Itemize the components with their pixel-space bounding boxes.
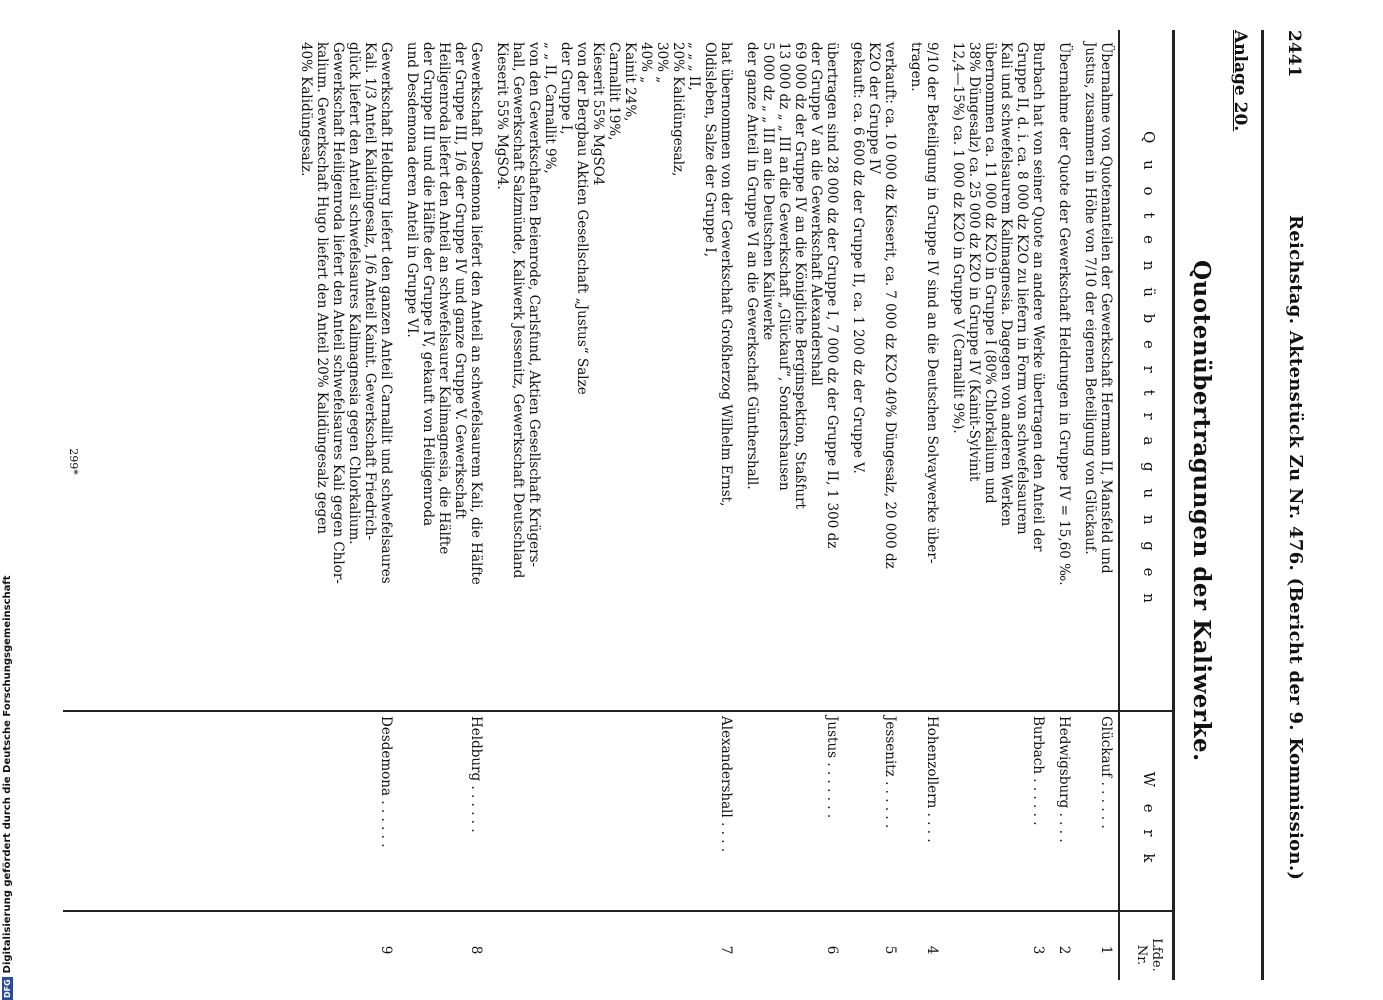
row-quote-text bbox=[744, 30, 840, 710]
row-number: 2 bbox=[1056, 945, 1072, 955]
row-werk: Hedwigsburg . . . . bbox=[1056, 716, 1072, 843]
quote-line: 20% Kalidüngesalz, bbox=[670, 42, 686, 177]
header-rule bbox=[1261, 30, 1264, 980]
row-number: 8 bbox=[468, 945, 484, 955]
running-title: Reichstag. Aktenstück Zu Nr. 476. (Bericht der 9. Kommission.) bbox=[1285, 215, 1306, 881]
quote-line: 5 000 dz „ „ III an die Deutschen Kaliwerke bbox=[760, 42, 776, 341]
quote-line: 69 000 dz der Gruppe IV an die Königliche Berginspektion, Staßfurt bbox=[792, 42, 808, 509]
quote-line: Kieserit 55% MgSO4 bbox=[590, 42, 606, 186]
quote-line: 40% Kalidüngesalz. bbox=[298, 42, 314, 177]
quote-line: Gewerkschaft Desdemona liefert den Anteil an schwefelsaurem Kali, die Hälfte bbox=[468, 42, 484, 585]
column-header-lfd: Lfde. Nr. bbox=[1134, 938, 1164, 972]
row-werk: Glückauf . . . . . . bbox=[1098, 716, 1114, 829]
quote-line: der Gruppe III und die Hälfte der Gruppe IV, gekauft von Heiligenroda bbox=[420, 42, 436, 527]
table-row bbox=[494, 30, 734, 980]
table-row bbox=[850, 30, 898, 980]
quote-line: und Desdemona deren Anteil in Gruppe VI. bbox=[404, 42, 420, 338]
row-werk: Heldburg . . . . . . bbox=[468, 716, 484, 833]
digitization-text: Digitalisierung gefördert durch die Deutsche Forschungsgemeinschaft bbox=[2, 575, 13, 974]
quote-line: verkauft: ca. 10 000 dz Kieserit, ca. 7 000 dz K2O 40% Düngesalz, 20 000 dz bbox=[882, 42, 898, 569]
quote-line: der Gruppe I, bbox=[558, 42, 574, 135]
quote-line: Gewerkschaft Heldburg liefert den ganzen Anteil Carnallit und schwefelsaures bbox=[378, 42, 394, 584]
quote-line: Heiligenroda liefert den Anteil an schwefelsaurer Kalimagnesia, die Hälfte bbox=[436, 42, 452, 555]
quote-line: übertragen sind 28 000 dz der Gruppe I, 7 000 dz der Gruppe II, 1 300 dz bbox=[824, 42, 840, 549]
page-title: Quotenübertragungen der Kaliwerke. bbox=[1188, 260, 1215, 762]
quote-line: 38% Düngesalz) ca. 25 000 dz K2O in Gruppe IV (Kainit-Sylvinit bbox=[966, 42, 982, 482]
quote-line: der Gruppe III, 1/6 der Gruppe IV und ganze Gruppe V. Gewerkschaft bbox=[452, 42, 468, 519]
table-row bbox=[1056, 30, 1072, 980]
row-quote-text bbox=[1082, 30, 1114, 710]
table-row bbox=[298, 30, 394, 980]
quote-line: hat übernommen von der Gewerkschaft Großherzog Wilhelm Ernst, bbox=[718, 42, 734, 507]
quote-line: K2O der Gruppe IV bbox=[866, 42, 882, 174]
quote-line: Übernahme von Quotenanteilen der Gewerkschaft Hermann II, Mansfeld und bbox=[1098, 42, 1114, 574]
row-werk: Alexandershall . . . . bbox=[718, 716, 734, 853]
table-header-rule bbox=[1118, 30, 1120, 980]
quote-line: kalium. Gewerkschaft Hugo liefert den Anteil 20% Kalidüngesalz gegen bbox=[314, 42, 330, 534]
row-quote-text bbox=[1056, 30, 1072, 710]
quote-line: Gruppe II, d. i. ca. 8 000 dz K2O zu liefern in Form von schwefelsaurem bbox=[1014, 42, 1030, 535]
table-row bbox=[908, 30, 940, 980]
row-number: 4 bbox=[924, 945, 940, 955]
quote-line: Kali. 1/3 Anteil Kalidüngesalz, 1/6 Anteil Kainit. Gewerkschaft Friedrich- bbox=[362, 42, 378, 541]
quote-line: 30% „ bbox=[654, 42, 670, 84]
row-number: 5 bbox=[882, 945, 898, 955]
table-row bbox=[404, 30, 484, 980]
dfg-logo: DFG bbox=[3, 979, 12, 998]
quote-line: übernommen ca. 11 000 dz K2O in Gruppe I (80% Chlorkalium und bbox=[982, 42, 998, 504]
anlage-label: Anlage 20. bbox=[1230, 30, 1250, 132]
quote-line: von der Bergbau Aktien Gesellschaft „Justus“ Salze bbox=[574, 42, 590, 395]
quote-line: Carnallit 19%, bbox=[606, 42, 622, 141]
quote-line: Kieserit 55% MgSO4. bbox=[494, 42, 510, 190]
quote-line: Übernahme der Quote der Gewerkschaft Heldrungen in Gruppe IV = 15,60 ‰. bbox=[1056, 42, 1072, 586]
quote-line: „ „ „ II, bbox=[686, 42, 702, 91]
row-werk: Justus . . . . . . . bbox=[824, 716, 840, 819]
quote-line: Gewerkschaft Heiligenroda liefert den Anteil schwefelsaures Kali gegen Chlor- bbox=[330, 42, 346, 584]
row-number: 7 bbox=[718, 945, 734, 955]
row-number: 6 bbox=[824, 945, 840, 955]
row-werk: Hohenzollern . . . . bbox=[924, 716, 940, 843]
table-row bbox=[1082, 30, 1114, 980]
table-row bbox=[950, 30, 1046, 980]
sheet-number: 299* bbox=[66, 448, 80, 475]
quote-line: von den Gewerkschaften Beienrode, Carlsfund, Aktien Gesellschaft Krügers- bbox=[526, 42, 542, 568]
page-header bbox=[1270, 30, 1310, 980]
quote-line: „ „ II, Carnallit 9%, bbox=[542, 42, 558, 174]
row-werk: Desdemona . . . . . . bbox=[378, 716, 394, 848]
table-top-rule bbox=[1172, 30, 1175, 980]
row-quote-text bbox=[404, 30, 484, 710]
row-werk: Burbach . . . . . . bbox=[1030, 716, 1046, 826]
quote-line: der ganze Anteil in Gruppe VI an die Gewerkschaft Günthershall. bbox=[744, 42, 760, 490]
column-header-quote: Q u o t e n ü b e r t r a g u n g e n bbox=[1140, 131, 1158, 609]
row-quote-text bbox=[908, 30, 940, 710]
row-number: 1 bbox=[1098, 945, 1114, 955]
quote-line: Kainit 24%, bbox=[622, 42, 638, 122]
quote-line: Kali und schwefelsaurem Kalimagnesia. Dagegen von anderen Werken bbox=[998, 42, 1014, 527]
quote-line: Burbach hat von seiner Quote an andere Werke übertragen den Anteil der bbox=[1030, 42, 1046, 552]
row-quote-text bbox=[850, 30, 898, 710]
column-header-werk: W e r k bbox=[1140, 771, 1158, 869]
table-row bbox=[744, 30, 840, 980]
quote-line: glück liefert den Anteil schwefelsaures Kalimagnesia gegen Chlorkalium. bbox=[346, 42, 362, 545]
page-number: 2441 bbox=[1284, 30, 1304, 78]
quote-line: 40% „ bbox=[638, 42, 654, 84]
row-werk: Jessenitz . . . . . . bbox=[882, 716, 898, 829]
rotated-page bbox=[60, 30, 1310, 980]
quote-line: 13 000 dz „ „ III an die Gewerkschaft „Glückauf“, Sondershausen bbox=[776, 42, 792, 491]
quote-line: hall, Gewerkschaft Salzmünde, Kaliwerk Jessenitz, Gewerkschaft Deutschland bbox=[510, 42, 526, 579]
row-number: 9 bbox=[378, 945, 394, 955]
quote-line: Oldisleben, Salze der Gruppe I, bbox=[702, 42, 718, 257]
table-body bbox=[288, 30, 1114, 980]
quote-line: Justus, zusammen in Höhe von 7/10 der eigenen Beteiligung von Glückauf. bbox=[1082, 42, 1098, 555]
quote-line: gekauft: ca. 6 600 dz der Gruppe II, ca. 1 200 dz der Gruppe V. bbox=[850, 42, 866, 474]
table-header bbox=[1125, 30, 1170, 980]
quote-line: 9/10 der Beteiligung in Gruppe IV sind an die Deutschen Solvaywerke über- bbox=[924, 42, 940, 564]
row-quote-text bbox=[494, 30, 734, 710]
quote-line: 12,4—15%) ca. 1 000 dz K2O in Gruppe V (Carnallit 9%). bbox=[950, 42, 966, 434]
quote-line: der Gruppe V an die Gewerkschaft Alexandershall bbox=[808, 42, 824, 386]
digitization-note bbox=[2, 0, 13, 1000]
quote-line: tragen. bbox=[908, 42, 924, 92]
row-quote-text bbox=[950, 30, 1046, 710]
row-number: 3 bbox=[1030, 945, 1046, 955]
row-quote-text bbox=[298, 30, 394, 710]
